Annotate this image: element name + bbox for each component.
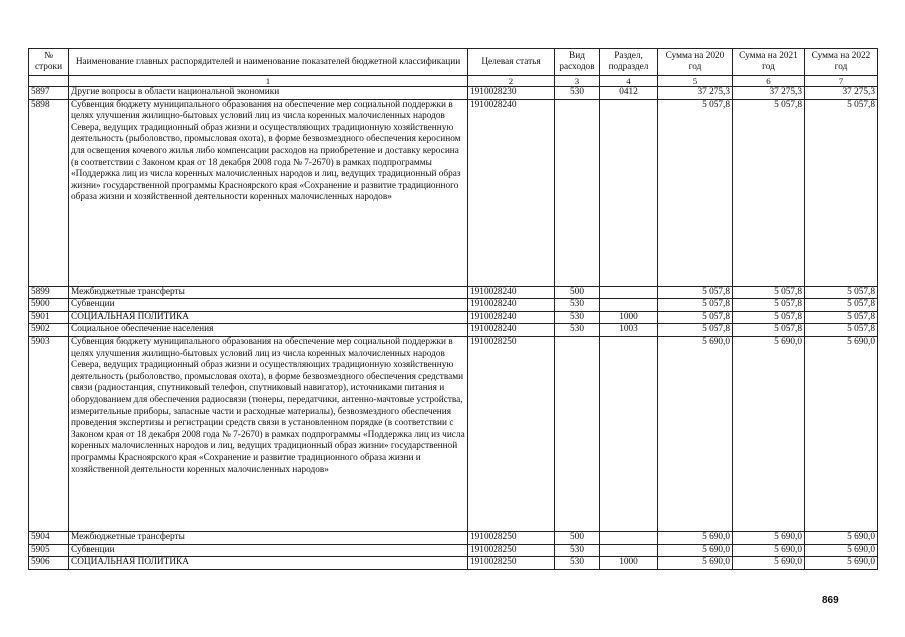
row-section: 1003 <box>600 324 658 337</box>
row-target-article: 1910028230 <box>468 87 555 100</box>
table-row <box>29 336 878 531</box>
row-section <box>600 544 658 557</box>
table-row <box>29 99 878 286</box>
row-sum-2020: 5 690,0 <box>658 531 733 544</box>
row-name: Субвенции <box>69 544 468 557</box>
table-row <box>29 324 878 337</box>
column-numbers-row <box>29 76 878 87</box>
row-target-article: 1910028240 <box>468 286 555 299</box>
row-target-article: 1910028240 <box>468 299 555 312</box>
row-sum-2022: 5 690,0 <box>805 336 878 531</box>
table-row <box>29 311 878 324</box>
row-sum-2020: 37 275,3 <box>658 87 733 100</box>
row-number: 5903 <box>29 336 69 531</box>
row-target-article: 1910028250 <box>468 531 555 544</box>
row-sum-2022: 5 057,8 <box>805 324 878 337</box>
row-sum-2020: 5 057,8 <box>658 286 733 299</box>
row-target-article: 1910028240 <box>468 99 555 286</box>
row-expense-type: 530 <box>555 299 600 312</box>
row-expense-type: 530 <box>555 311 600 324</box>
column-number: 5 <box>658 76 733 87</box>
row-name: СОЦИАЛЬНАЯ ПОЛИТИКА <box>69 311 468 324</box>
row-sum-2020: 5 057,8 <box>658 299 733 312</box>
header-sum-2021: Сумма на 2021 год <box>733 49 805 76</box>
row-number: 5900 <box>29 299 69 312</box>
row-name: Социальное обеспечение населения <box>69 324 468 337</box>
row-sum-2022: 5 057,8 <box>805 99 878 286</box>
table-row <box>29 299 878 312</box>
row-sum-2022: 5 057,8 <box>805 311 878 324</box>
row-sum-2022: 37 275,3 <box>805 87 878 100</box>
row-sum-2021: 5 690,0 <box>733 557 805 570</box>
table-row <box>29 87 878 100</box>
row-expense-type: 530 <box>555 87 600 100</box>
row-sum-2020: 5 057,8 <box>658 311 733 324</box>
row-target-article: 1910028240 <box>468 324 555 337</box>
row-expense-type: 500 <box>555 286 600 299</box>
row-target-article: 1910028250 <box>468 336 555 531</box>
header-name: Наименование главных распорядителей и наименование показателей бюджетной классификации <box>69 49 468 76</box>
column-number: 3 <box>555 76 600 87</box>
header-row <box>29 49 878 76</box>
row-sum-2020: 5 690,0 <box>658 544 733 557</box>
row-target-article: 1910028240 <box>468 311 555 324</box>
row-sum-2020: 5 690,0 <box>658 336 733 531</box>
row-name: Другие вопросы в области национальной экономики <box>69 87 468 100</box>
row-name: СОЦИАЛЬНАЯ ПОЛИТИКА <box>69 557 468 570</box>
row-expense-type <box>555 336 600 531</box>
row-expense-type: 500 <box>555 531 600 544</box>
row-sum-2021: 37 275,3 <box>733 87 805 100</box>
row-sum-2021: 5 057,8 <box>733 311 805 324</box>
row-number: 5899 <box>29 286 69 299</box>
row-number: 5904 <box>29 531 69 544</box>
row-sum-2022: 5 690,0 <box>805 557 878 570</box>
header-sum-2020: Сумма на 2020 год <box>658 49 733 76</box>
row-sum-2020: 5 690,0 <box>658 557 733 570</box>
row-target-article: 1910028250 <box>468 557 555 570</box>
row-sum-2021: 5 057,8 <box>733 299 805 312</box>
row-sum-2022: 5 690,0 <box>805 544 878 557</box>
row-sum-2022: 5 057,8 <box>805 286 878 299</box>
row-number: 5902 <box>29 324 69 337</box>
row-section <box>600 286 658 299</box>
header-section: Раздел, подраздел <box>600 49 658 76</box>
row-name: Межбюджетные трансферты <box>69 286 468 299</box>
row-expense-type: 530 <box>555 544 600 557</box>
row-sum-2021: 5 690,0 <box>733 531 805 544</box>
row-target-article: 1910028250 <box>468 544 555 557</box>
row-expense-type: 530 <box>555 557 600 570</box>
row-name: Субвенция бюджету муниципального образования на обеспечение мер социальной поддержки в целях улучшения жилищно-бытовых условий лиц из числа коренных малочисленных народов Севера, ведущих традиционный образ жизни и осуществляющих традиционную хозяйственную деятельность (рыболовство, промысловая охота), в форме безвозмездного обеспечения керосином для освещения кочевого жилья либо компенсации расходов на приобретение и доставку керосина (в соответствии с Законом края от 18 декабря 2008 года № 7-2670) в рамках подпрограммы «Поддержка лиц из числа коренных малочисленных народов и лиц, ведущих традиционный образ жизни» государственной программы Красноярского края «Сохранение и развитие традиционного образа жизни и хозяйственной деятельности коренных малочисленных народов» <box>69 99 468 286</box>
page-number: 869 <box>822 595 839 606</box>
row-section: 0412 <box>600 87 658 100</box>
row-name: Субвенция бюджету муниципального образования на обеспечение мер социальной поддержки в целях улучшения жилищно-бытовых условий лиц из числа коренных малочисленных народов Севера, ведущих традиционный образ жизни и осуществляющих традиционную хозяйственную деятельность (рыболовство, промысловая охота), в форме безвозмездного обеспечения средствами связи (радиостанция, спутниковый телефон, спутниковый навигатор), источниками питания и оборудованием для обеспечения радиосвязи (тюнеры, передатчики, антенно-мачтовые устройства, измерительные приборы, запасные части и расходные материалы), безвозмездного обеспечения проведения экспертизы и регистрации средств связи в установленном порядке (в соответствии с Законом края от 18 декабря 2008 года № 7-2670) в рамках подпрограммы «Поддержка лиц из числа коренных малочисленных народов и лиц, ведущих традиционный образ жизни» государственной программы Красноярского края «Сохранение и развитие традиционного образа жизни и хозяйственной деятельности коренных малочисленных народов» <box>69 336 468 531</box>
row-section <box>600 299 658 312</box>
row-section: 1000 <box>600 557 658 570</box>
row-name: Межбюджетные трансферты <box>69 531 468 544</box>
row-section <box>600 531 658 544</box>
row-number: 5906 <box>29 557 69 570</box>
row-number: 5905 <box>29 544 69 557</box>
row-sum-2021: 5 057,8 <box>733 324 805 337</box>
table-row <box>29 557 878 570</box>
row-sum-2021: 5 690,0 <box>733 544 805 557</box>
header-sum-2022: Сумма на 2022 год <box>805 49 878 76</box>
header-row-number: № строки <box>29 49 69 76</box>
row-number: 5898 <box>29 99 69 286</box>
column-number: 7 <box>805 76 878 87</box>
row-sum-2021: 5 057,8 <box>733 286 805 299</box>
column-number: 4 <box>600 76 658 87</box>
header-expense-type: Вид расходов <box>555 49 600 76</box>
table-row <box>29 531 878 544</box>
row-expense-type <box>555 99 600 286</box>
row-sum-2022: 5 057,8 <box>805 299 878 312</box>
column-number: 2 <box>468 76 555 87</box>
row-name: Субвенции <box>69 299 468 312</box>
row-sum-2020: 5 057,8 <box>658 324 733 337</box>
row-sum-2021: 5 057,8 <box>733 99 805 286</box>
column-number <box>29 76 69 87</box>
header-target-article: Целевая статья <box>468 49 555 76</box>
budget-table <box>28 48 878 570</box>
row-expense-type: 530 <box>555 324 600 337</box>
row-sum-2021: 5 690,0 <box>733 336 805 531</box>
row-number: 5897 <box>29 87 69 100</box>
row-sum-2020: 5 057,8 <box>658 99 733 286</box>
row-number: 5901 <box>29 311 69 324</box>
table-row <box>29 286 878 299</box>
row-section: 1000 <box>600 311 658 324</box>
row-section <box>600 99 658 286</box>
row-sum-2022: 5 690,0 <box>805 531 878 544</box>
table-row <box>29 544 878 557</box>
row-section <box>600 336 658 531</box>
column-number: 1 <box>69 76 468 87</box>
column-number: 6 <box>733 76 805 87</box>
